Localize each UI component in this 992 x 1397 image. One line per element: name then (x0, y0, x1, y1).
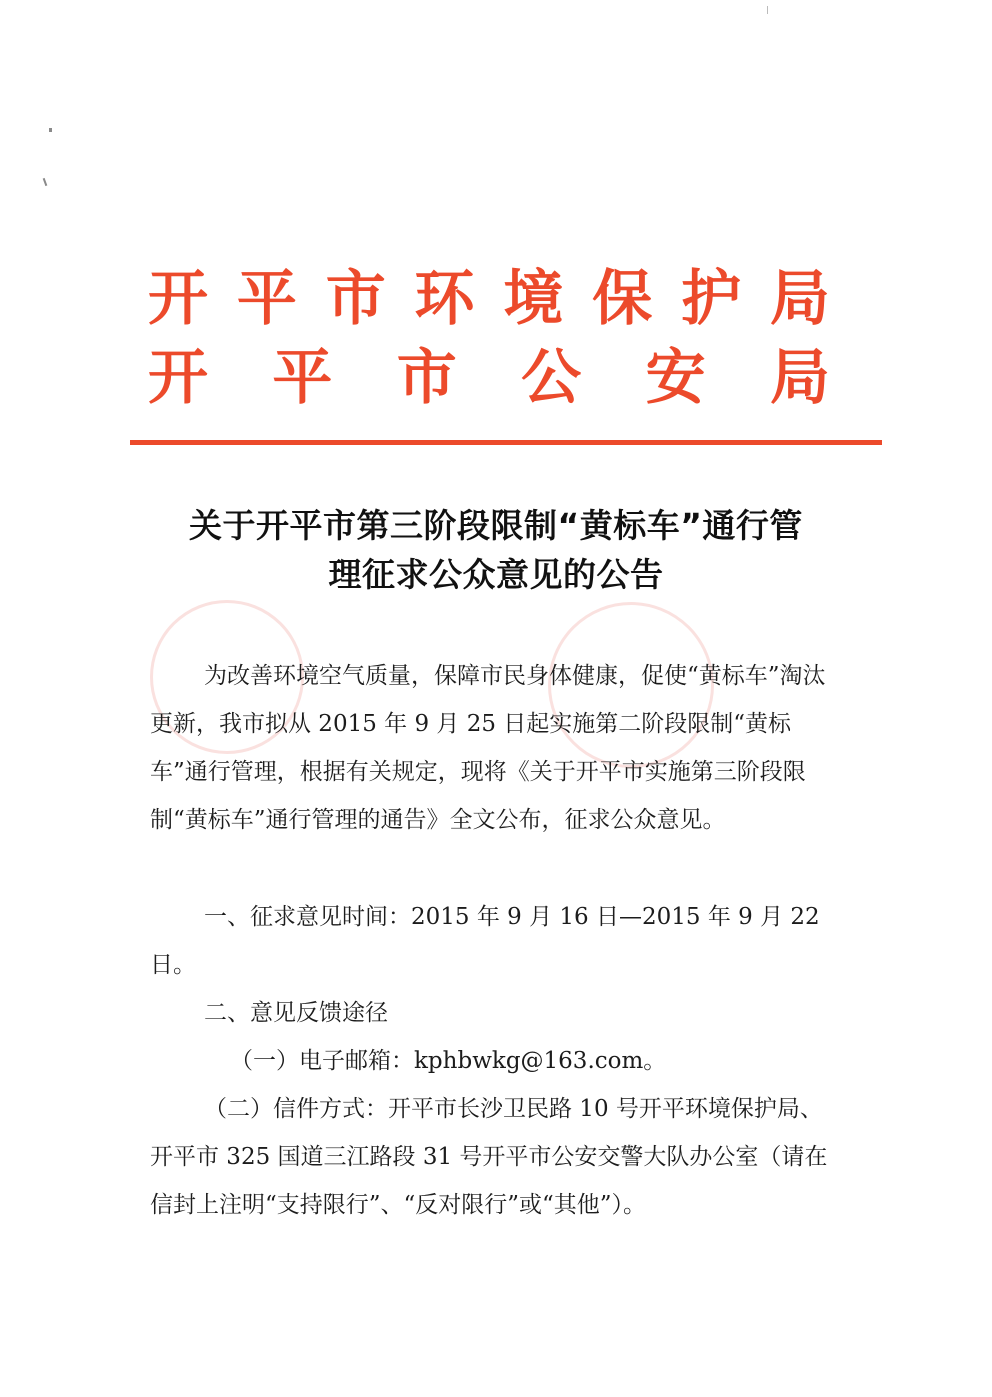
issuer-char: 市 (325, 264, 386, 334)
issuer-char: 平 (236, 264, 297, 334)
document-title-line-2: 理征求公众意见的公告 (328, 555, 664, 594)
scan-speck (49, 128, 52, 132)
issuer-char: 开 (148, 264, 208, 334)
paragraph-text: 为改善环境空气质量，保障市民身体健康，促使“黄标车”淘汰更新，我市拟从 2015 年 9 月 25 日起实施第二阶段限制“黄标车”通行管理，根据有关规定，现将《关于开平市实施第三阶段限制“黄标车”通行管理的通告》全文公布，征求公众意见。 (150, 663, 826, 833)
letterhead-divider (130, 440, 882, 445)
issuer-char: 护 (681, 264, 742, 334)
body-paragraph-email (230, 1037, 840, 1085)
body-paragraph-intro (150, 652, 840, 844)
issuer-char: 环 (414, 264, 475, 334)
issuer-environment-bureau (148, 264, 830, 334)
issuer-char: 局 (769, 343, 830, 413)
scan-speck (43, 178, 48, 186)
paragraph-text: （一）电子邮箱：kphbwkg@163.com。 (230, 1048, 667, 1074)
issuer-char: 开 (148, 343, 208, 413)
issuer-char: 保 (592, 264, 653, 334)
issuer-char: 安 (645, 343, 706, 413)
paragraph-text: 一、征求意见时间：2015 年 9 月 16 日—2015 年 9 月 22 日。 (150, 904, 820, 978)
issuer-public-security-bureau (148, 343, 830, 413)
body-paragraph-mail (150, 1085, 840, 1229)
paragraph-text: （二）信件方式：开平市长沙卫民路 10 号开平环境保护局、开平市 325 国道三江路段 31 号开平市公安交警大队办公室（请在信封上注明“支持限行”、“反对限行”或“其他”）。 (150, 1096, 828, 1218)
issuer-char: 公 (521, 343, 582, 413)
issuer-char: 境 (503, 264, 564, 334)
issuer-char: 市 (396, 343, 457, 413)
issuer-char: 平 (272, 343, 333, 413)
body-paragraph-feedback-heading (150, 989, 840, 1037)
issuer-char: 局 (769, 264, 830, 334)
body-paragraph-comment-period (150, 893, 840, 989)
scan-speck (767, 6, 768, 14)
document-title-line-1: 关于开平市第三阶段限制“黄标车”通行管 (189, 506, 803, 545)
paragraph-text: 二、意见反馈途径 (204, 1000, 388, 1026)
